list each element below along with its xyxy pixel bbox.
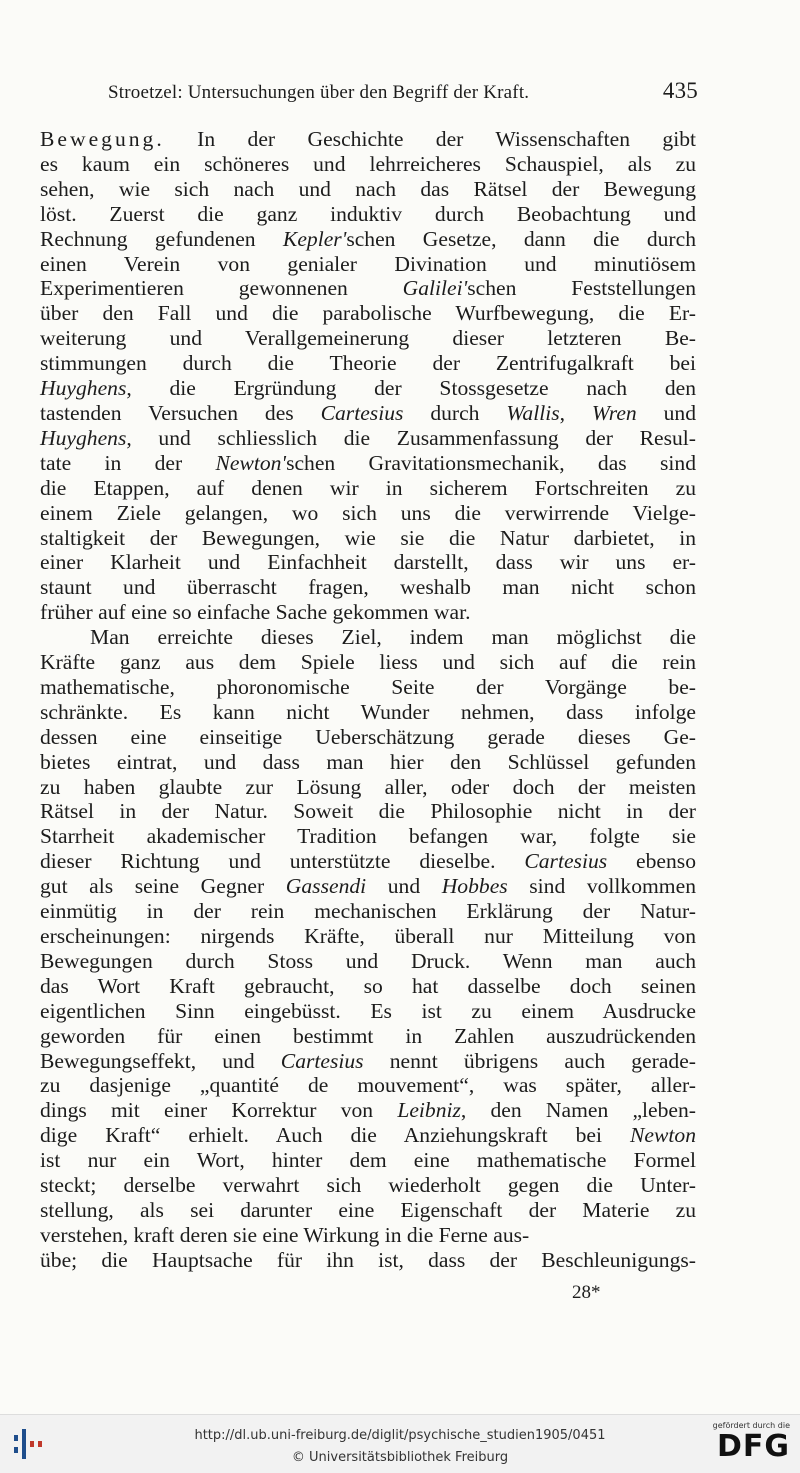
text-segment: nennt übrigens auch gerade-: [363, 1048, 696, 1073]
text-line: [40, 227, 696, 252]
text-line: [40, 1123, 696, 1148]
text-segment: weiterung und Verallgemeinerung dieser letzteren Be-: [40, 326, 696, 351]
text-segment: Rätsel in der Natur. Soweit die Philosophie nicht in der: [40, 799, 696, 824]
text-line: [40, 849, 696, 874]
text-segment: schränkte. Es kann nicht Wunder nehmen, dass infolge: [40, 699, 696, 724]
text-line: [40, 550, 696, 575]
text-line: [40, 625, 696, 650]
text-segment: übe; die Hauptsache für ihn ist, dass der Beschleunigungs-: [40, 1247, 696, 1272]
text-segment: früher auf eine so einfache Sache gekommen war.: [40, 600, 471, 625]
text-segment: erscheinungen: nirgends Kräfte, überall nur Mitteilung von: [40, 924, 696, 948]
text-line: [40, 177, 696, 202]
emphasized-name: Cartesius: [280, 1048, 364, 1073]
text-segment: Bewegung.: [40, 127, 165, 151]
emphasized-name: Huyghens: [40, 425, 127, 450]
emphasized-name: Cartesius: [524, 849, 608, 874]
text-segment: mathematische, phoronomische Seite der Vorgänge be-: [40, 674, 696, 699]
body-text: [40, 127, 696, 1273]
emphasized-name: Newton: [630, 1123, 696, 1148]
text-line: [40, 501, 696, 526]
text-segment: ist nur ein Wort, hinter dem eine mathematische Formel: [40, 1148, 696, 1173]
text-line: [40, 575, 696, 600]
text-segment: zu haben glaubte zur Lösung aller, oder doch der meisten: [40, 774, 696, 799]
text-segment: löst. Zuerst die ganz induktiv durch Beobachtung und: [40, 201, 696, 226]
text-line: [40, 451, 696, 476]
text-segment: und: [636, 400, 697, 425]
emphasized-name: Galilei': [402, 276, 468, 301]
text-segment: das Wort Kraft gebraucht, so hat dasselbe doch seinen: [40, 973, 696, 998]
text-segment: schen Gravitationsmechanik, das sind: [286, 450, 696, 475]
text-line: [40, 1223, 696, 1248]
text-line: [40, 252, 696, 277]
text-segment: In der Geschichte der Wissenschaften gibt: [164, 127, 696, 151]
text-segment: dings mit einer Korrektur von: [40, 1098, 398, 1123]
text-segment: schen Feststellungen: [467, 276, 696, 301]
dfg-logo: [704, 1421, 790, 1464]
text-segment: steckt; derselbe verwahrt sich wiederholt gegen die Unter-: [40, 1173, 696, 1198]
text-segment: sind vollkommen: [507, 874, 696, 899]
page-number: 435: [662, 78, 698, 103]
text-line: [40, 700, 696, 725]
text-segment: Kräfte ganz aus dem Spiele liess und sich auf die rein: [40, 650, 696, 675]
text-segment: dessen eine einseitige Ueberschätzung gerade dieses Ge-: [40, 724, 696, 749]
text-line: [40, 675, 696, 700]
text-segment: , den Namen „leben-: [460, 1098, 696, 1123]
text-segment: eigentlichen Sinn eingebüsst. Es ist zu einem Ausdrucke: [40, 998, 696, 1023]
text-line: [40, 1073, 696, 1098]
text-line: [40, 326, 696, 351]
text-segment: es kaum ein schöneres und lehrreicheres Schauspiel, als zu: [40, 151, 696, 176]
text-segment: Experimentieren gewonnenen: [40, 276, 403, 301]
text-line: [40, 276, 696, 301]
emphasized-name: Hobbes: [441, 874, 508, 899]
text-segment: verstehen, kraft deren sie eine Wirkung in die Ferne aus-: [40, 1222, 530, 1247]
text-line: [40, 1024, 696, 1049]
emphasized-name: Wallis: [506, 400, 560, 425]
text-segment: durch: [403, 400, 507, 425]
text-segment: ebenso: [607, 849, 696, 874]
text-line: [40, 924, 696, 949]
text-segment: sehen, wie sich nach und nach das Rätsel der Bewegung: [40, 176, 696, 201]
text-segment: Bewegungen durch Stoss und Druck. Wenn man auch: [40, 948, 696, 973]
text-segment: einmütig in der rein mechanischen Erklärung der Natur-: [40, 899, 696, 924]
emphasized-name: Wren: [591, 400, 637, 425]
copyright-text: © Universitätsbibliothek Freiburg: [291, 1450, 509, 1465]
text-line: [40, 874, 696, 899]
text-segment: schen Gesetze, dann die durch: [346, 226, 697, 251]
text-line: [40, 526, 696, 551]
text-segment: stellung, als sei darunter eine Eigenschaft der Materie zu: [40, 1197, 696, 1222]
text-line: [40, 202, 696, 227]
text-segment: und: [366, 874, 442, 899]
text-line: [40, 899, 696, 924]
text-line: [40, 974, 696, 999]
text-line: [40, 725, 696, 750]
emphasized-name: Kepler': [282, 226, 347, 251]
text-segment: Man erreichte dieses Ziel, indem man möglichst die: [90, 625, 696, 650]
text-line: [40, 1248, 696, 1273]
text-line: [40, 401, 696, 426]
text-segment: einem Ziele gelangen, wo sich uns die verwirrende Vielge-: [40, 500, 696, 525]
text-segment: Bewegungseffekt, und: [40, 1048, 281, 1073]
text-segment: einen Verein von genialer Divination und minutiösem: [40, 251, 696, 276]
text-line: [40, 127, 696, 152]
text-segment: über den Fall und die parabolische Wurfbewegung, die Er-: [40, 301, 696, 326]
emphasized-name: Gassendi: [285, 874, 367, 899]
text-segment: geworden für einen bestimmt in Zahlen auszudrückenden: [40, 1023, 696, 1048]
text-segment: , und schliesslich die Zusammenfassung der Resul-: [126, 425, 696, 450]
text-line: [40, 1198, 696, 1223]
emphasized-name: Cartesius: [320, 400, 404, 425]
text-line: [40, 301, 696, 326]
running-title: Stroetzel: Untersuchungen über den Begriff der Kraft.: [108, 82, 530, 103]
text-line: [40, 1148, 696, 1173]
text-line: [40, 650, 696, 675]
text-line: [40, 426, 696, 451]
text-line: [40, 750, 696, 775]
text-segment: staunt und überrascht fragen, weshalb man nicht schon: [40, 575, 696, 600]
text-segment: Rechnung gefundenen: [40, 226, 283, 251]
text-line: [40, 824, 696, 849]
running-head: [108, 78, 698, 104]
text-segment: die Etappen, auf denen wir in sicherem Fortschreiten zu: [40, 475, 696, 500]
text-line: [40, 351, 696, 376]
emphasized-name: Newton': [215, 450, 287, 475]
dfg-tagline: gefördert durch die: [712, 1421, 790, 1430]
text-segment: zu dasjenige „quantité de mouvement“, was später, aller-: [40, 1073, 696, 1098]
text-line: [40, 1098, 696, 1123]
text-line: [40, 600, 696, 625]
text-line: [40, 1173, 696, 1198]
text-segment: dieser Richtung und unterstützte dieselbe.: [40, 849, 525, 874]
text-segment: staltigkeit der Bewegungen, wie sie die Natur darbietet, in: [40, 525, 696, 550]
text-segment: , die Ergründung der Stossgesetze nach den: [126, 376, 696, 401]
text-line: [40, 949, 696, 974]
text-line: [40, 476, 696, 501]
text-segment: dige Kraft“ erhielt. Auch die Anziehungskraft bei: [40, 1123, 631, 1148]
dfg-logo-text: DFG: [716, 1429, 790, 1464]
text-line: [40, 775, 696, 800]
source-url-link[interactable]: http://dl.ub.uni-freiburg.de/diglit/psychische_studien1905/0451: [194, 1428, 606, 1443]
text-segment: ,: [559, 400, 592, 425]
emphasized-name: Huyghens: [40, 376, 127, 401]
text-line: [40, 999, 696, 1024]
text-line: [40, 152, 696, 177]
text-segment: stimmungen durch die Theorie der Zentrifugalkraft bei: [40, 351, 696, 376]
text-segment: bietes eintrat, und dass man hier den Schlüssel gefunden: [40, 749, 696, 774]
signature-mark: 28*: [572, 1282, 601, 1303]
text-line: [40, 1049, 696, 1074]
text-segment: tastenden Versuchen des: [40, 400, 321, 425]
text-segment: einer Klarheit und Einfachheit darstellt, dass wir uns er-: [40, 550, 696, 575]
text-line: [40, 799, 696, 824]
text-segment: Starrheit akademischer Tradition befangen war, folgte sie: [40, 824, 696, 849]
text-segment: gut als seine Gegner: [40, 874, 286, 899]
text-line: [40, 376, 696, 401]
emphasized-name: Leibniz: [397, 1098, 461, 1123]
footer-bar: [0, 1414, 800, 1473]
text-segment: tate in der: [40, 450, 216, 475]
